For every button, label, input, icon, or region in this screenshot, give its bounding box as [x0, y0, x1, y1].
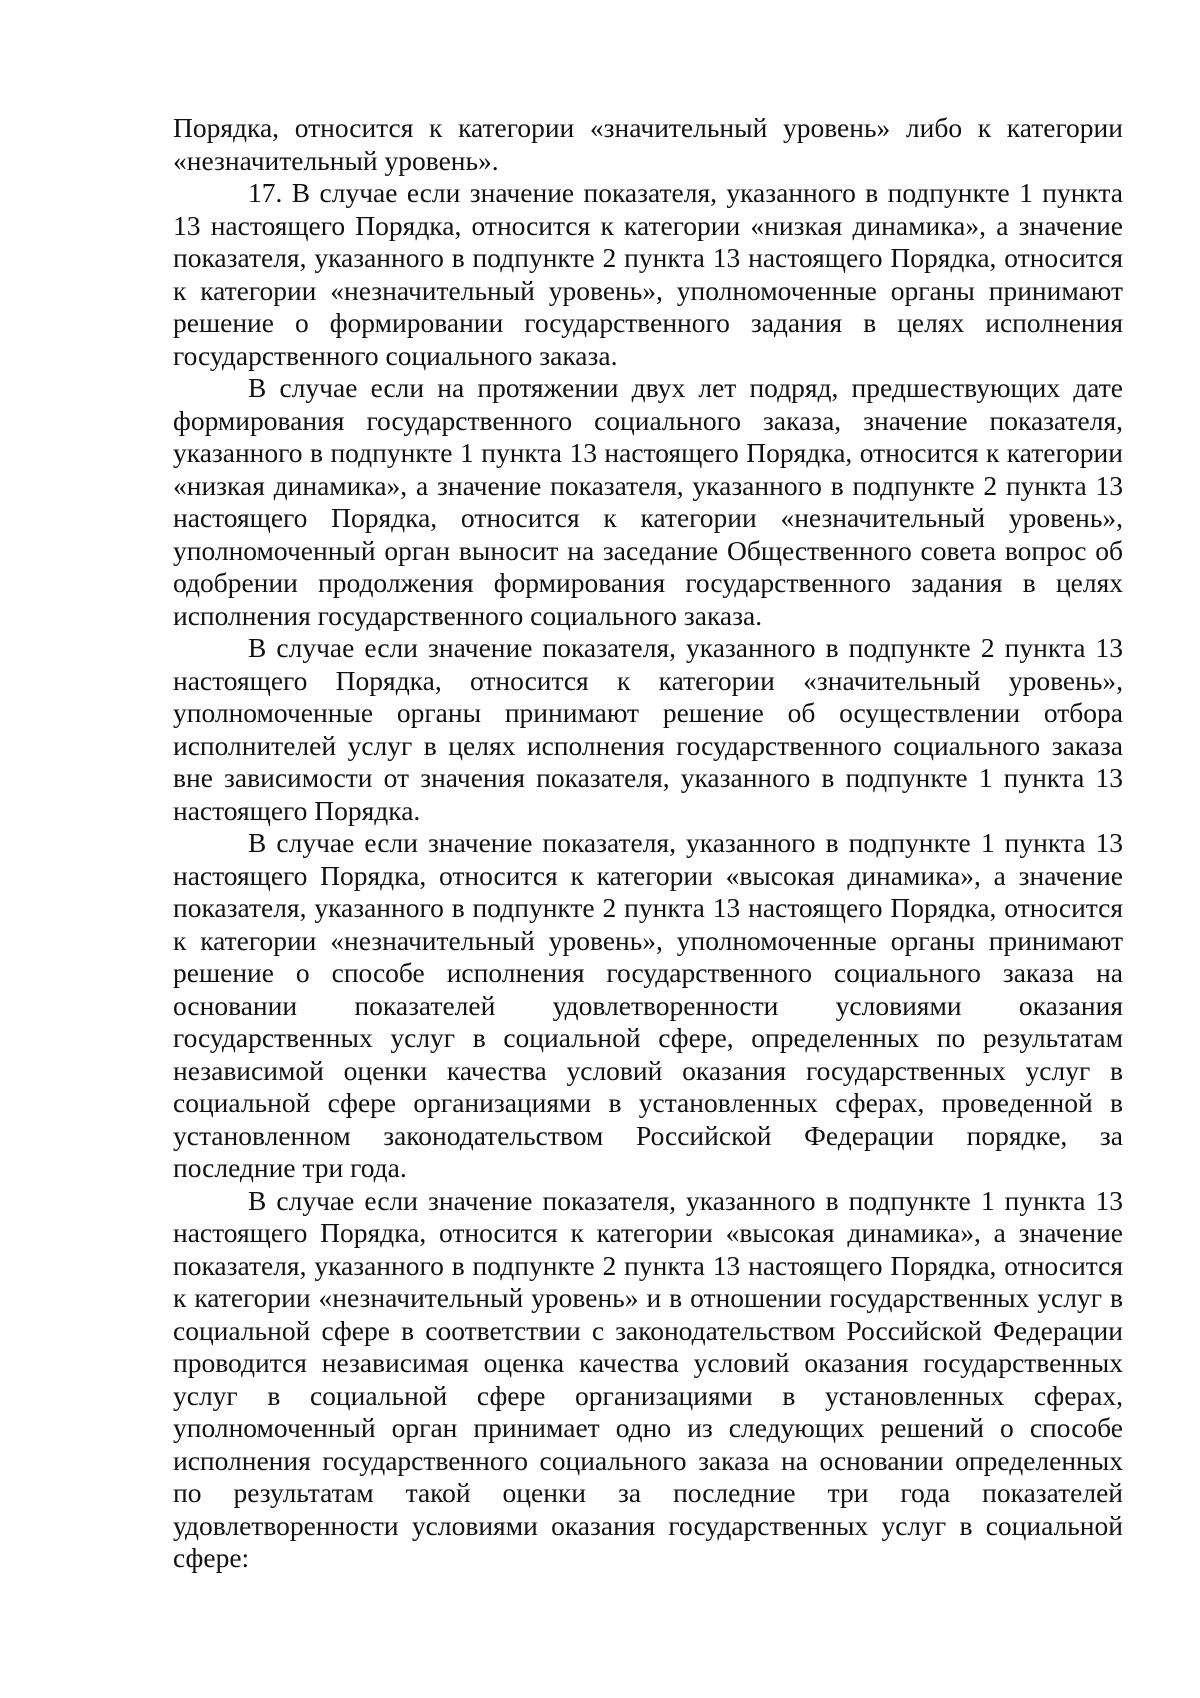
paragraph-high-dynamics-case: В случае если значение показателя, указанного в подпункте 1 пункта 13 настоящего Порядка, относится к категории «высокая динамика», а значение показателя, указанного в подпункте 2 пункта 13 настоящего Порядка, относится к категории «незначительный уровень», уполномоченные органы принимают решение о способе исполнения государственного социального заказа на основании показателей удовлетворенности условиями оказания государственных услуг в социальной сфере, определенных по результатам независимой оценки качества условий оказания государственных услуг в социальной сфере организациями в установленных сферах, проведенной в установленном законодательством Российской Федерации порядке, за последние три года.: [173, 827, 1123, 1183]
paragraph-item-17: 17. В случае если значение показателя, указанного в подпункте 1 пункта 13 настоящего Порядка, относится к категории «низкая динамика», а значение показателя, указанного в подпункте 2 пункта 13 настоящего Порядка, относится к категории «незначительный уровень», уполномоченные органы принимают решение о формировании государственного задания в целях исполнения государственного социального заказа.: [173, 177, 1123, 371]
paragraph-significant-level-case: В случае если значение показателя, указанного в подпункте 2 пункта 13 настоящего Порядка, относится к категории «значительный уровень», уполномоченные органы принимают решение об осуществлении отбора исполнителей услуг в целях исполнения государственного социального заказа вне зависимости от значения показателя, указанного в подпункте 1 пункта 13 настоящего Порядка.: [173, 632, 1123, 826]
document-body: [173, 112, 1123, 1575]
paragraph-independent-assessment-case: В случае если значение показателя, указанного в подпункте 1 пункта 13 настоящего Порядка, относится к категории «высокая динамика», а значение показателя, указанного в подпункте 2 пункта 13 настоящего Порядка, относится к категории «незначительный уровень» и в отношении государственных услуг в социальной сфере в соответствии с законодательством Российской Федерации проводится независимая оценка качества условий оказания государственных услуг в социальной сфере организациями в установленных сферах, уполномоченный орган принимает одно из следующих решений о способе исполнения государственного социального заказа на основании определенных по результатам такой оценки за последние три года показателей удовлетворенности условиями оказания государственных услуг в социальной сфере:: [173, 1184, 1123, 1573]
paragraph-two-years-case: В случае если на протяжении двух лет подряд, предшествующих дате формирования государственного социального заказа, значение показателя, указанного в подпункте 1 пункта 13 настоящего Порядка, относится к категории «низкая динамика», а значение показателя, указанного в подпункте 2 пункта 13 настоящего Порядка, относится к категории «незначительный уровень», уполномоченный орган выносит на заседание Общественного совета вопрос об одобрении продолжения формирования государственного задания в целях исполнения государственного социального заказа.: [173, 372, 1123, 631]
paragraph-continuation: Порядка, относится к категории «значительный уровень» либо к категории «незначительный уровень».: [173, 112, 1123, 176]
